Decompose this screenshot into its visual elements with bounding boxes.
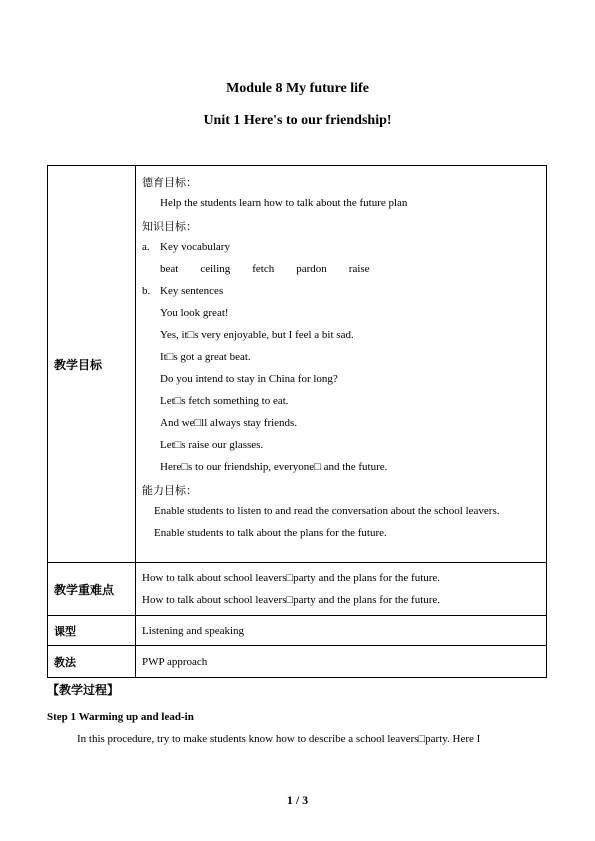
method-value: PWP approach	[136, 646, 547, 678]
step1-title: Step 1 Warming up and lead-in	[47, 711, 194, 723]
key-point-line: How to talk about school leavers□party and the plans for the future.	[142, 594, 441, 606]
objectives-row	[48, 166, 547, 563]
sentence-line: Do you intend to stay in China for long?	[160, 373, 338, 385]
sentence-line: Let□s raise our glasses.	[160, 439, 264, 451]
ability-heading: 能力目标：	[142, 484, 197, 497]
item-a-text: Key vocabulary	[160, 241, 230, 253]
sentence-line: Yes, it□s very enjoyable, but I feel a bit sad.	[160, 329, 354, 341]
moral-text: Help the students learn how to talk about the future plan	[160, 197, 408, 209]
key-point-line: How to talk about school leavers□party and the plans for the future.	[142, 572, 441, 584]
ability-item: Enable students to listen to and read the conversation about the school leavers.	[154, 505, 500, 517]
step1-paragraph: In this procedure, try to make students know how to describe a school leavers□party. Here I	[77, 733, 481, 745]
key-points-label: 教学重难点	[48, 563, 136, 616]
sentence-line: It□s got a great beat.	[160, 351, 251, 363]
vocab-word: ceiling	[200, 263, 231, 275]
vocab-word: raise	[348, 263, 370, 275]
module-title: Module 8 My future life	[226, 81, 369, 96]
lesson-type-value: Listening and speaking	[136, 616, 547, 646]
method-row	[48, 646, 547, 678]
key-points-cell	[136, 563, 547, 616]
process-heading: 【教学过程】	[47, 683, 120, 697]
sentence-line: Here□s to our friendship, everyone□ and the future.	[160, 461, 388, 473]
ability-item: Enable students to talk about the plans for the future.	[154, 527, 387, 539]
item-a-marker: a.	[142, 241, 150, 253]
method-label: 教法	[48, 646, 136, 678]
objectives-cell	[136, 166, 547, 563]
knowledge-heading: 知识目标：	[142, 220, 197, 233]
key-points-row	[48, 563, 547, 616]
sentence-line: And we□ll always stay friends.	[160, 417, 298, 429]
vocab-list	[160, 263, 392, 275]
moral-heading: 德育目标：	[142, 176, 197, 189]
item-b-marker: b.	[142, 285, 151, 297]
lesson-plan-table	[47, 165, 547, 678]
vocab-word: beat	[160, 263, 179, 275]
lesson-type-label: 课型	[48, 616, 136, 646]
objectives-label: 教学目标	[48, 166, 136, 563]
page-number: 1 / 3	[286, 793, 309, 807]
sentence-line: Let□s fetch something to eat.	[160, 395, 289, 407]
lesson-type-row	[48, 616, 547, 646]
vocab-word: pardon	[296, 263, 327, 275]
unit-title: Unit 1 Here's to our friendship!	[203, 113, 392, 128]
sentence-line: You look great!	[160, 307, 229, 319]
item-b-text: Key sentences	[160, 285, 224, 297]
vocab-word: fetch	[252, 263, 275, 275]
